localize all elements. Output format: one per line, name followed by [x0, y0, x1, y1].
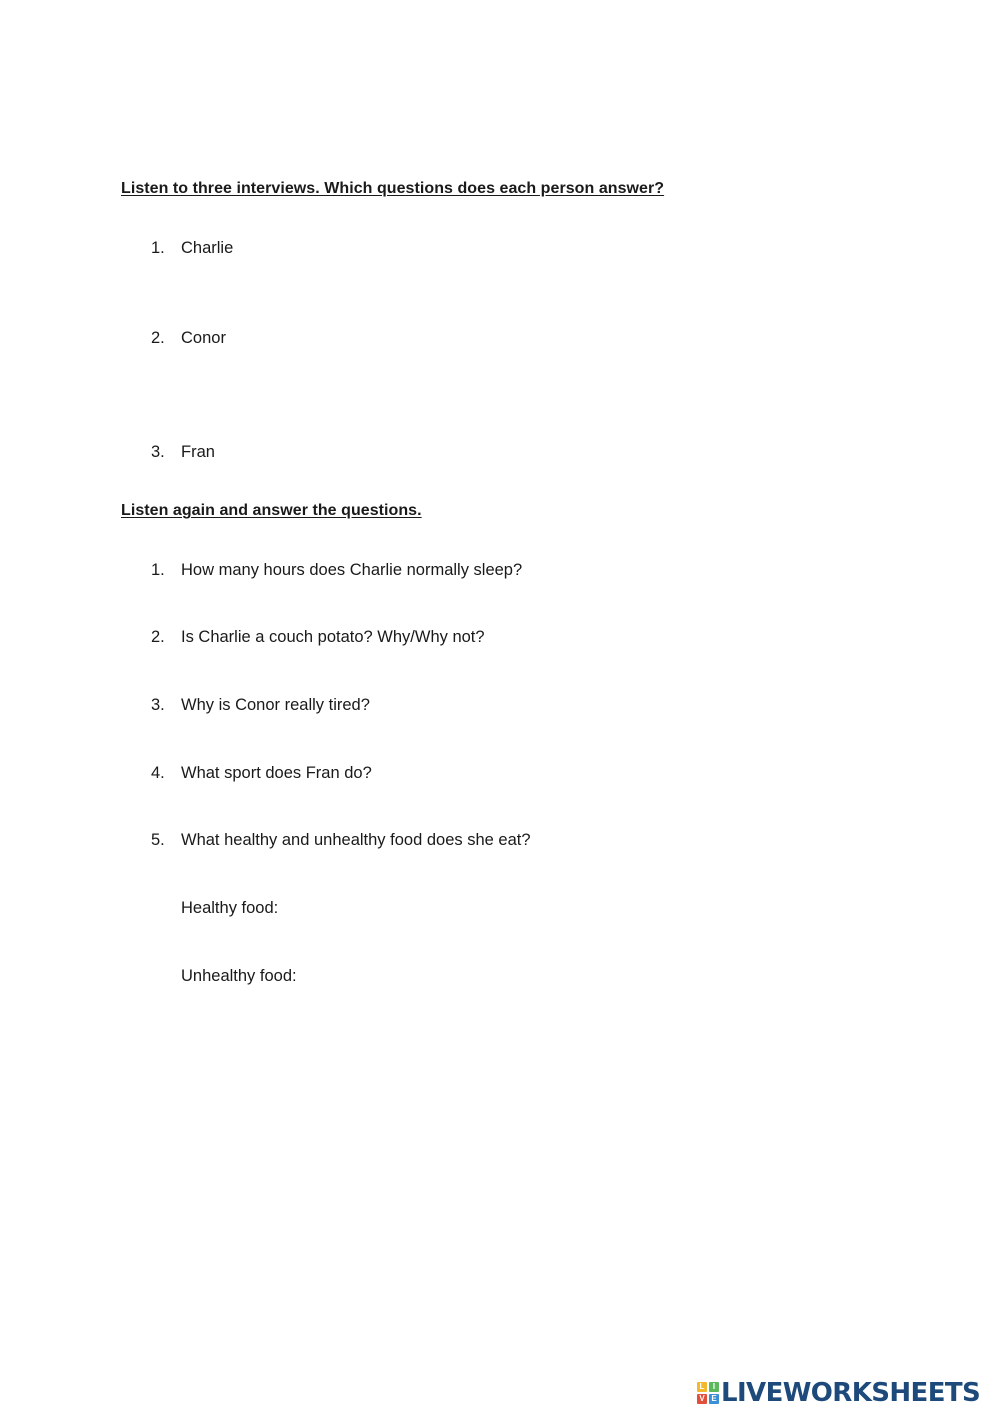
healthy-food-label: Healthy food:	[181, 899, 279, 917]
logo-mark-icon	[697, 1382, 719, 1404]
item-text: What sport does Fran do?	[181, 764, 372, 782]
item-number: 5.	[151, 831, 165, 849]
item-text: Why is Conor really tired?	[181, 696, 370, 714]
logo-text: LIVEWORKSHEETS	[721, 1378, 981, 1408]
item-text: Fran	[181, 443, 215, 461]
list-item	[151, 329, 226, 348]
question-item	[151, 561, 522, 580]
item-number: 2.	[151, 628, 165, 646]
item-number: 3.	[151, 696, 165, 714]
item-number: 3.	[151, 443, 165, 461]
list-item	[151, 443, 215, 462]
logo-mark-cell: V	[697, 1394, 707, 1404]
list-item	[151, 239, 233, 258]
item-text: What healthy and unhealthy food does she eat?	[181, 831, 531, 849]
question-item	[151, 831, 531, 850]
item-text: How many hours does Charlie normally sleep?	[181, 561, 523, 579]
liveworksheets-logo	[697, 1377, 980, 1409]
item-number: 2.	[151, 329, 165, 347]
unhealthy-food-label: Unhealthy food:	[181, 967, 297, 985]
question-item	[151, 628, 485, 647]
question-item	[151, 696, 370, 715]
item-text: Charlie	[181, 239, 234, 257]
item-number: 1.	[151, 239, 165, 257]
question-item	[151, 764, 372, 783]
section2-heading: Listen again and answer the questions.	[121, 502, 422, 519]
item-number: 4.	[151, 764, 165, 782]
logo-mark-cell: I	[709, 1382, 719, 1392]
item-number: 1.	[151, 561, 165, 579]
section1-heading: Listen to three interviews. Which questions does each person answer?	[121, 180, 665, 197]
logo-mark-cell: L	[697, 1382, 707, 1392]
item-text: Conor	[181, 329, 226, 347]
logo-mark-cell: E	[709, 1394, 719, 1404]
item-text: Is Charlie a couch potato? Why/Why not?	[181, 628, 485, 646]
